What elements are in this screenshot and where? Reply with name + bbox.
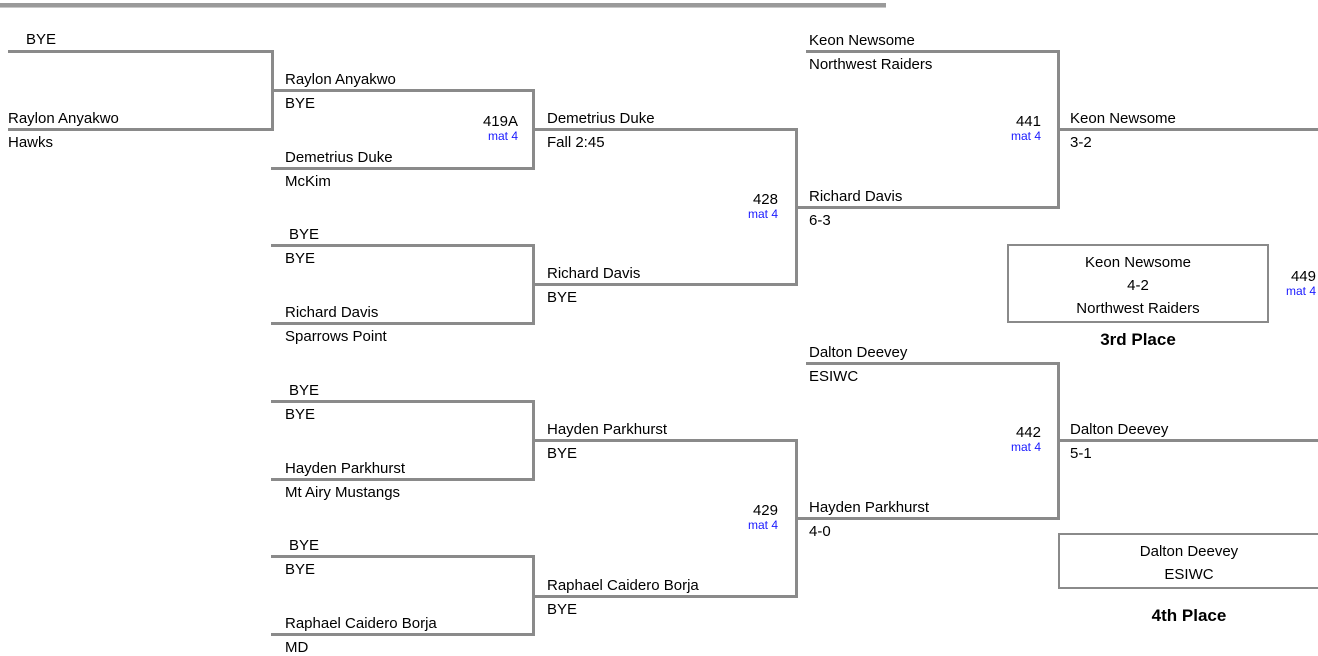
bout-419a-mat: mat 4	[487, 129, 518, 143]
r5-line-1	[1060, 128, 1318, 131]
r3-line-4	[535, 595, 798, 598]
r3-3-name: Hayden Parkhurst	[547, 421, 668, 438]
r2-8-name: Raphael Caidero Borja	[285, 615, 437, 632]
r5-2-sub: 5-1	[1070, 445, 1092, 462]
r3-line-3	[535, 439, 798, 442]
r5-1-name: Keon Newsome	[1070, 110, 1176, 127]
bout-429-number: 429	[752, 502, 778, 519]
r2-1-name: Raylon Anyakwo	[285, 71, 396, 88]
r2-line-7	[271, 555, 535, 558]
r2-line-8	[271, 633, 535, 636]
r2-line-4	[271, 322, 535, 325]
r3-1-name: Demetrius Duke	[547, 110, 655, 127]
r1-a-name: BYE	[26, 31, 57, 48]
bout-419a-number: 419A	[482, 113, 518, 130]
r4-4-sub: 4-0	[809, 523, 831, 540]
r2-4-name: Richard Davis	[285, 304, 379, 321]
r3-line-2	[535, 283, 798, 286]
r2-5-sub: BYE	[285, 406, 316, 423]
r2-3-name: BYE	[289, 226, 320, 243]
r4-line-4	[798, 517, 1060, 520]
r4-2-name: Richard Davis	[809, 188, 903, 205]
third-place-label: 3rd Place	[1100, 330, 1176, 349]
fourth-place-label: 4th Place	[1151, 606, 1227, 625]
r2-6-name: Hayden Parkhurst	[285, 460, 406, 477]
r2-1-sub: BYE	[285, 95, 316, 112]
r3-3-sub: BYE	[547, 445, 578, 462]
bout-449-number: 449	[1290, 268, 1316, 285]
r4-line-3	[806, 362, 1060, 365]
r3-1-sub: Fall 2:45	[547, 134, 605, 151]
bout-449-mat: mat 4	[1285, 284, 1316, 298]
bout-441-mat: mat 4	[1010, 129, 1041, 143]
r5-line-2	[1060, 439, 1318, 442]
r2-6-sub: Mt Airy Mustangs	[285, 484, 401, 501]
r2-5-name: BYE	[289, 382, 320, 399]
bout-429-mat: mat 4	[747, 518, 778, 532]
r4-line-2	[798, 206, 1060, 209]
r2-3-sub: BYE	[285, 250, 316, 267]
r1-b-name: Raylon Anyakwo	[8, 110, 119, 127]
r2-line-1	[271, 89, 535, 92]
r1-line-b	[8, 128, 274, 131]
r4-4-name: Hayden Parkhurst	[809, 499, 930, 516]
r3-line-1	[535, 128, 798, 131]
third-place-name: Keon Newsome	[1085, 254, 1191, 271]
r4-1-sub: Northwest Raiders	[809, 56, 933, 73]
r3-4-name: Raphael Caidero Borja	[547, 577, 699, 594]
r1-b-team: Hawks	[8, 134, 54, 151]
r2-2-sub: McKim	[285, 173, 331, 190]
r2-4-sub: Sparrows Point	[285, 328, 387, 345]
third-place-team: Northwest Raiders	[1076, 300, 1200, 317]
r2-line-5	[271, 400, 535, 403]
r2-2-name: Demetrius Duke	[285, 149, 393, 166]
r4-line-1	[806, 50, 1060, 53]
r5-1-sub: 3-2	[1070, 134, 1092, 151]
r2-7-name: BYE	[289, 537, 320, 554]
r2-line-3	[271, 244, 535, 247]
top-divider	[0, 3, 886, 8]
r3-4-sub: BYE	[547, 601, 578, 618]
r2-line-6	[271, 478, 535, 481]
bout-428-number: 428	[752, 191, 778, 208]
r3-2-name: Richard Davis	[547, 265, 641, 282]
bout-441-number: 441	[1015, 113, 1041, 130]
third-place-box	[1007, 244, 1269, 323]
r2-8-sub: MD	[285, 639, 309, 656]
r4-3-name: Dalton Deevey	[809, 344, 908, 361]
third-place-score: 4-2	[1127, 277, 1149, 294]
r4-3-sub: ESIWC	[809, 368, 859, 385]
fourth-place-team: ESIWC	[1164, 566, 1214, 583]
bout-428-mat: mat 4	[747, 207, 778, 221]
bout-442-number: 442	[1015, 424, 1041, 441]
fourth-place-box	[1058, 533, 1318, 589]
fourth-place-name: Dalton Deevey	[1139, 543, 1239, 560]
r2-7-sub: BYE	[285, 561, 316, 578]
r3-2-sub: BYE	[547, 289, 578, 306]
r1-line-a	[8, 50, 274, 53]
r5-2-name: Dalton Deevey	[1070, 421, 1169, 438]
r4-2-sub: 6-3	[809, 212, 831, 229]
bout-442-mat: mat 4	[1010, 440, 1041, 454]
r4-1-name: Keon Newsome	[809, 32, 915, 49]
r2-line-2	[271, 167, 535, 170]
